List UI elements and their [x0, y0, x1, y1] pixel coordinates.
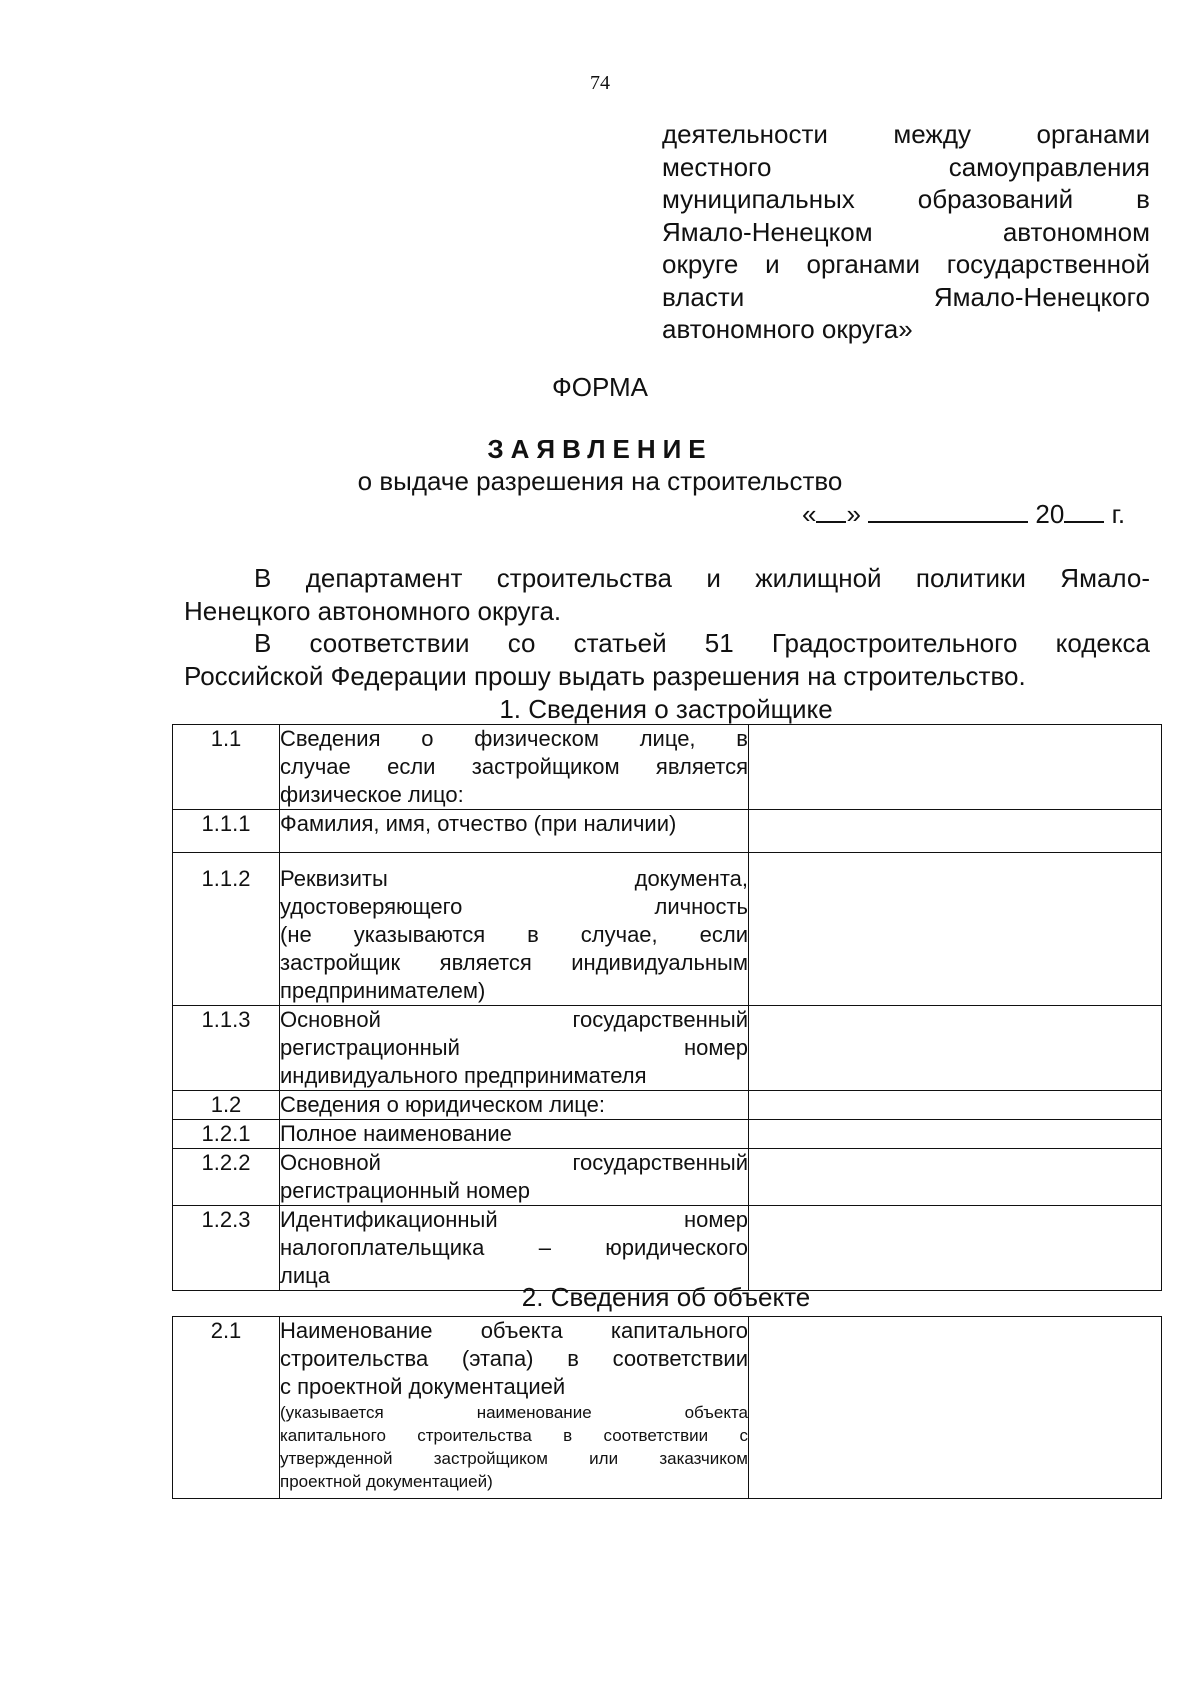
row-description	[280, 725, 749, 810]
header-reference-line: муниципальных образований в	[662, 184, 1150, 214]
description-line: строительства (этапа) в соответствии	[280, 1346, 748, 1371]
description-line: налогоплательщика – юридического	[280, 1235, 748, 1260]
date-close-quote: »	[846, 499, 861, 529]
row-value-field[interactable]	[749, 1206, 1162, 1291]
document-title: ЗАЯВЛЕНИЕ	[487, 434, 713, 464]
row-description	[280, 853, 749, 1006]
object-info-table	[172, 1316, 1162, 1499]
row-note	[280, 1401, 748, 1493]
section-2-title: 2. Сведения об объекте	[521, 1282, 811, 1312]
description-line: Сведения о физическом лице, в	[280, 726, 748, 751]
form-label: ФОРМА	[551, 372, 649, 402]
row-number: 1.2	[173, 1091, 280, 1120]
row-value-field[interactable]	[749, 1120, 1162, 1149]
request-paragraph	[184, 627, 1150, 692]
table-row	[173, 1120, 1162, 1149]
description-line: регистрационный номер	[280, 1178, 530, 1203]
addressee-paragraph	[184, 562, 1150, 627]
page-number: 74	[590, 72, 610, 94]
note-line: проектной документацией)	[280, 1472, 493, 1491]
row-number: 1.2.3	[173, 1206, 280, 1291]
table-row	[173, 853, 1162, 1006]
row-description	[280, 1006, 749, 1091]
row-number: 1.1.3	[173, 1006, 280, 1091]
row-number: 1.1	[173, 725, 280, 810]
header-reference-line: округе и органами государственной	[662, 249, 1150, 279]
description-line: регистрационный номер	[280, 1035, 748, 1060]
header-reference	[662, 118, 1150, 346]
row-value-field[interactable]	[749, 1317, 1162, 1499]
row-description	[280, 1091, 749, 1120]
note-line: (указывается наименование объекта	[280, 1403, 748, 1422]
note-line: капитального строительства в соответствии с	[280, 1426, 748, 1445]
row-number: 2.1	[173, 1317, 280, 1499]
year-prefix: 20	[1035, 499, 1065, 529]
table-row	[173, 810, 1162, 853]
description-line: Наименование объекта капитального	[280, 1318, 748, 1343]
description-line: (не указываются в случае, если	[280, 922, 748, 947]
paragraph-line: В соответствии со статьей 51 Градостроительного кодекса	[254, 628, 1150, 658]
month-blank[interactable]	[868, 499, 1028, 523]
row-value-field[interactable]	[749, 853, 1162, 1006]
developer-info-table	[172, 724, 1162, 1291]
paragraph-line: В департамент строительства и жилищной политики Ямало-	[254, 563, 1150, 593]
description-line: индивидуального предпринимателя	[280, 1063, 647, 1088]
description-line: лица	[280, 1263, 330, 1288]
section-1-title: 1. Сведения о застройщике	[499, 694, 833, 724]
description-line: Основной государственный	[280, 1150, 748, 1175]
document-subtitle: о выдаче разрешения на строительство	[357, 466, 843, 496]
paragraph-line: Российской Федерации прошу выдать разрешения на строительство.	[184, 660, 1026, 691]
row-description	[280, 810, 749, 853]
row-value-field[interactable]	[749, 725, 1162, 810]
day-blank[interactable]	[816, 499, 846, 523]
description-line: физическое лицо:	[280, 782, 464, 807]
description-line: Основной государственный	[280, 1007, 748, 1032]
row-number: 1.1.1	[173, 810, 280, 853]
row-description	[280, 1206, 749, 1291]
header-reference-line: Ямало-Ненецком автономном	[662, 216, 1150, 247]
description-line: Полное наименование	[280, 1121, 512, 1146]
description-line: случае если застройщиком является	[280, 754, 748, 779]
row-value-field[interactable]	[749, 1149, 1162, 1206]
table-row	[173, 1006, 1162, 1091]
row-description	[280, 1149, 749, 1206]
row-description	[280, 1317, 749, 1499]
date-open-quote: «	[802, 499, 817, 529]
description-line: застройщик является индивидуальным	[280, 950, 748, 975]
row-number: 1.2.2	[173, 1149, 280, 1206]
table-row	[173, 1317, 1162, 1499]
date-line	[802, 499, 1125, 530]
paragraph-line: Ненецкого автономного округа.	[184, 595, 562, 626]
description-line: удостоверяющего личность	[280, 894, 748, 919]
row-value-field[interactable]	[749, 1006, 1162, 1091]
header-reference-line: деятельности между органами	[662, 119, 1150, 149]
description-line: с проектной документацией	[280, 1374, 566, 1399]
description-line: Фамилия, имя, отчество (при наличии)	[280, 811, 677, 836]
header-reference-line: местного самоуправления	[662, 151, 1150, 182]
year-suffix: г.	[1111, 499, 1126, 529]
description-line: Идентификационный номер	[280, 1207, 748, 1232]
table-row	[173, 1206, 1162, 1291]
row-number: 1.1.2	[173, 853, 280, 1006]
description-line: Сведения о юридическом лице:	[280, 1092, 605, 1117]
row-value-field[interactable]	[749, 1091, 1162, 1120]
note-line: утвержденной застройщиком или заказчиком	[280, 1449, 748, 1468]
table-row	[173, 725, 1162, 810]
table-row	[173, 1091, 1162, 1120]
header-reference-line: власти Ямало-Ненецкого	[662, 281, 1150, 312]
description-line: предпринимателем)	[280, 978, 486, 1003]
row-number: 1.2.1	[173, 1120, 280, 1149]
row-description	[280, 1120, 749, 1149]
header-reference-line: автономного округа»	[662, 314, 913, 344]
description-line: Реквизиты документа,	[280, 866, 748, 891]
row-value-field[interactable]	[749, 810, 1162, 853]
year-blank[interactable]	[1064, 499, 1104, 523]
table-row	[173, 1149, 1162, 1206]
